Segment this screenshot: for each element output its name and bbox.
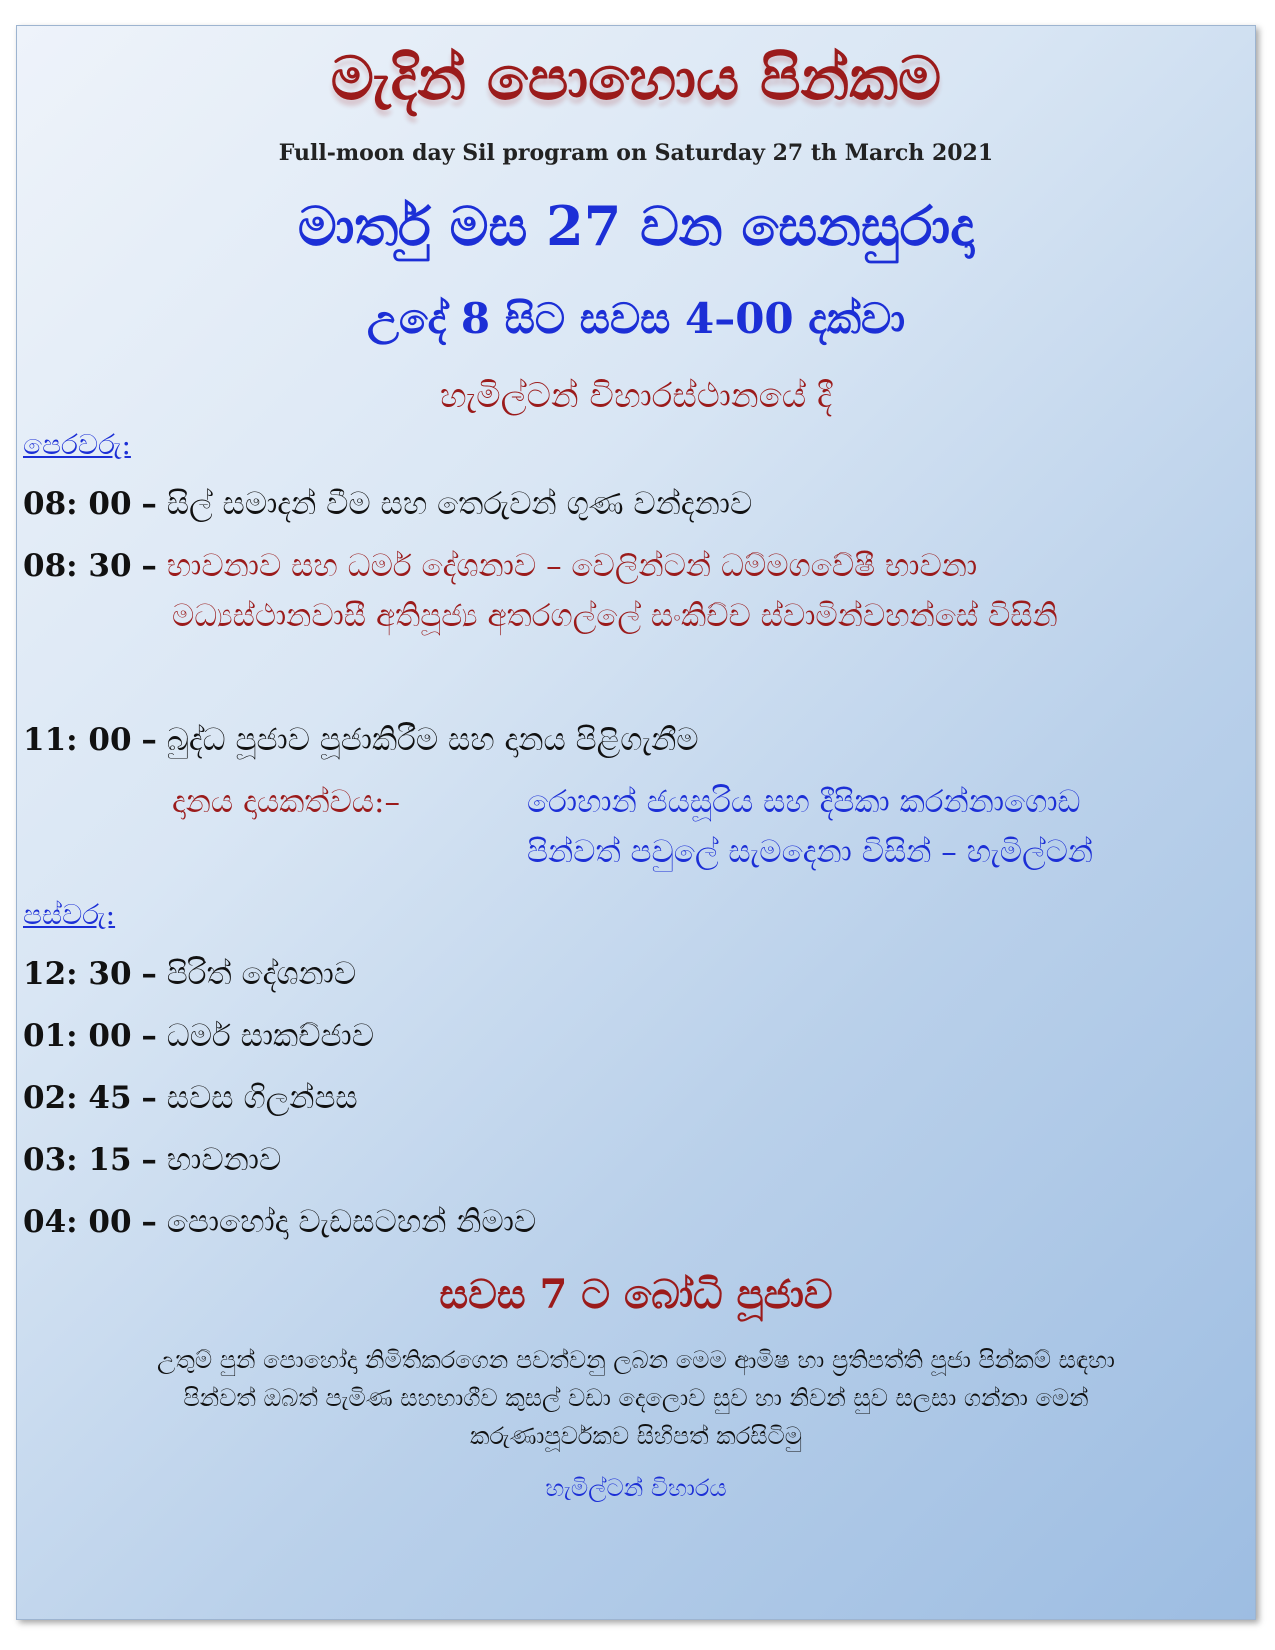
schedule-time: 12: 30 [23, 956, 132, 992]
schedule-time: 04: 00 [23, 1204, 132, 1240]
schedule-row [23, 1018, 374, 1055]
schedule-time: 03: 15 [23, 1142, 132, 1178]
closing-message [17, 1341, 1255, 1455]
date-heading: මාර්තු මස 27 වන සෙනසුරාදා [297, 194, 975, 258]
schedule-description: භාවනාව සහ ධර්ම දේශනාව – වෙලින්ටන් ධම්මගවේෂී භාවනා [166, 548, 978, 584]
schedule-description: ධර්ම සාකච්ජාව [166, 1018, 374, 1054]
closing-line: පින්වත් ඔබත් පැමිණ සහභාගීව කුසල් වඩා දෙලොව සුව හා නිවන් සුව සලසා ගන්නා මෙන් [183, 1384, 1089, 1412]
flyer-page [16, 25, 1256, 1620]
schedule-time: 11: 00 [23, 722, 132, 758]
schedule-row [23, 1142, 281, 1179]
schedule-row [23, 1080, 358, 1117]
schedule-description: භාවනාව [166, 1142, 282, 1178]
donor-name-line: රොහාන් ජයසූරිය සහ දීපිකා කරන්නාගොඩ [527, 784, 1081, 820]
page-title: මැදින් පොහොය පින්කම [330, 44, 942, 114]
schedule-separator: – [141, 1080, 157, 1116]
schedule-time: 08: 00 [23, 486, 132, 522]
schedule-separator: – [141, 1142, 157, 1178]
schedule-row [23, 722, 699, 759]
afternoon-section-label: පස්වරු: [23, 898, 116, 931]
schedule-time: 01: 00 [23, 1018, 132, 1054]
schedule-description-continued: මධ්‍යස්ථානවාසී අතිපූජ්‍ය අතරගල්ලේ සංකිච්ච ස්වාමින්වහන්සේ විසිනි [172, 598, 1058, 634]
schedule-separator: – [141, 548, 157, 584]
schedule-separator: – [141, 956, 157, 992]
schedule-description: බුද්ධ පූජාව පූජාකිරීම සහ දානය පිළිගැනීම [166, 722, 699, 758]
schedule-separator: – [141, 1204, 157, 1240]
time-range-heading: උදේ 8 සිට සවස 4–00 දක්වා [366, 294, 906, 343]
schedule-time: 02: 45 [23, 1080, 132, 1116]
bodhi-puja-heading: සවස 7 ට බෝධි පූජාව [439, 1271, 833, 1318]
schedule-description: සවස ගිලන්පස [166, 1080, 358, 1116]
signature: හැමිල්ටන් විහාරය [545, 1474, 727, 1502]
donor-name-line: පින්වත් පවුලේ සැමදෙනා විසින් – හැමිල්ටන් [527, 834, 1094, 870]
schedule-row [23, 1204, 536, 1241]
closing-line: කරුණාපූර්වකව සිහිපත් කරසිටිමු [469, 1422, 803, 1450]
schedule-time: 08: 30 [23, 548, 132, 584]
venue-text: හැමිල්ටන් විහාරස්ථානයේ දී [439, 376, 833, 416]
morning-section-label: පෙරවරු: [23, 428, 131, 461]
english-subtitle: Full-moon day Sil program on Saturday 27 th March 2021 [278, 140, 994, 166]
donor-label: දානය දායකත්වය:– [172, 784, 400, 820]
schedule-row [23, 956, 356, 993]
schedule-description: පිරිත් දේශනාව [166, 956, 357, 992]
schedule-separator: – [141, 722, 157, 758]
schedule-row [23, 486, 752, 523]
closing-line: උතුම් පුන් පොහෝදා නිමිතිකරගෙන පවත්වනු ලබන මෙම ආමිෂ හා ප්‍රතිපත්ති පූජා පින්කම් සඳහා [157, 1346, 1115, 1374]
schedule-description: පොහෝදා වැඩසටහන් නිමාව [166, 1204, 537, 1240]
schedule-row [23, 548, 977, 585]
schedule-separator: – [141, 1018, 157, 1054]
schedule-separator: – [141, 486, 157, 522]
schedule-description: සිල් සමාදන් වීම සහ තෙරුවන් ගුණ වන්දනාව [166, 486, 753, 522]
